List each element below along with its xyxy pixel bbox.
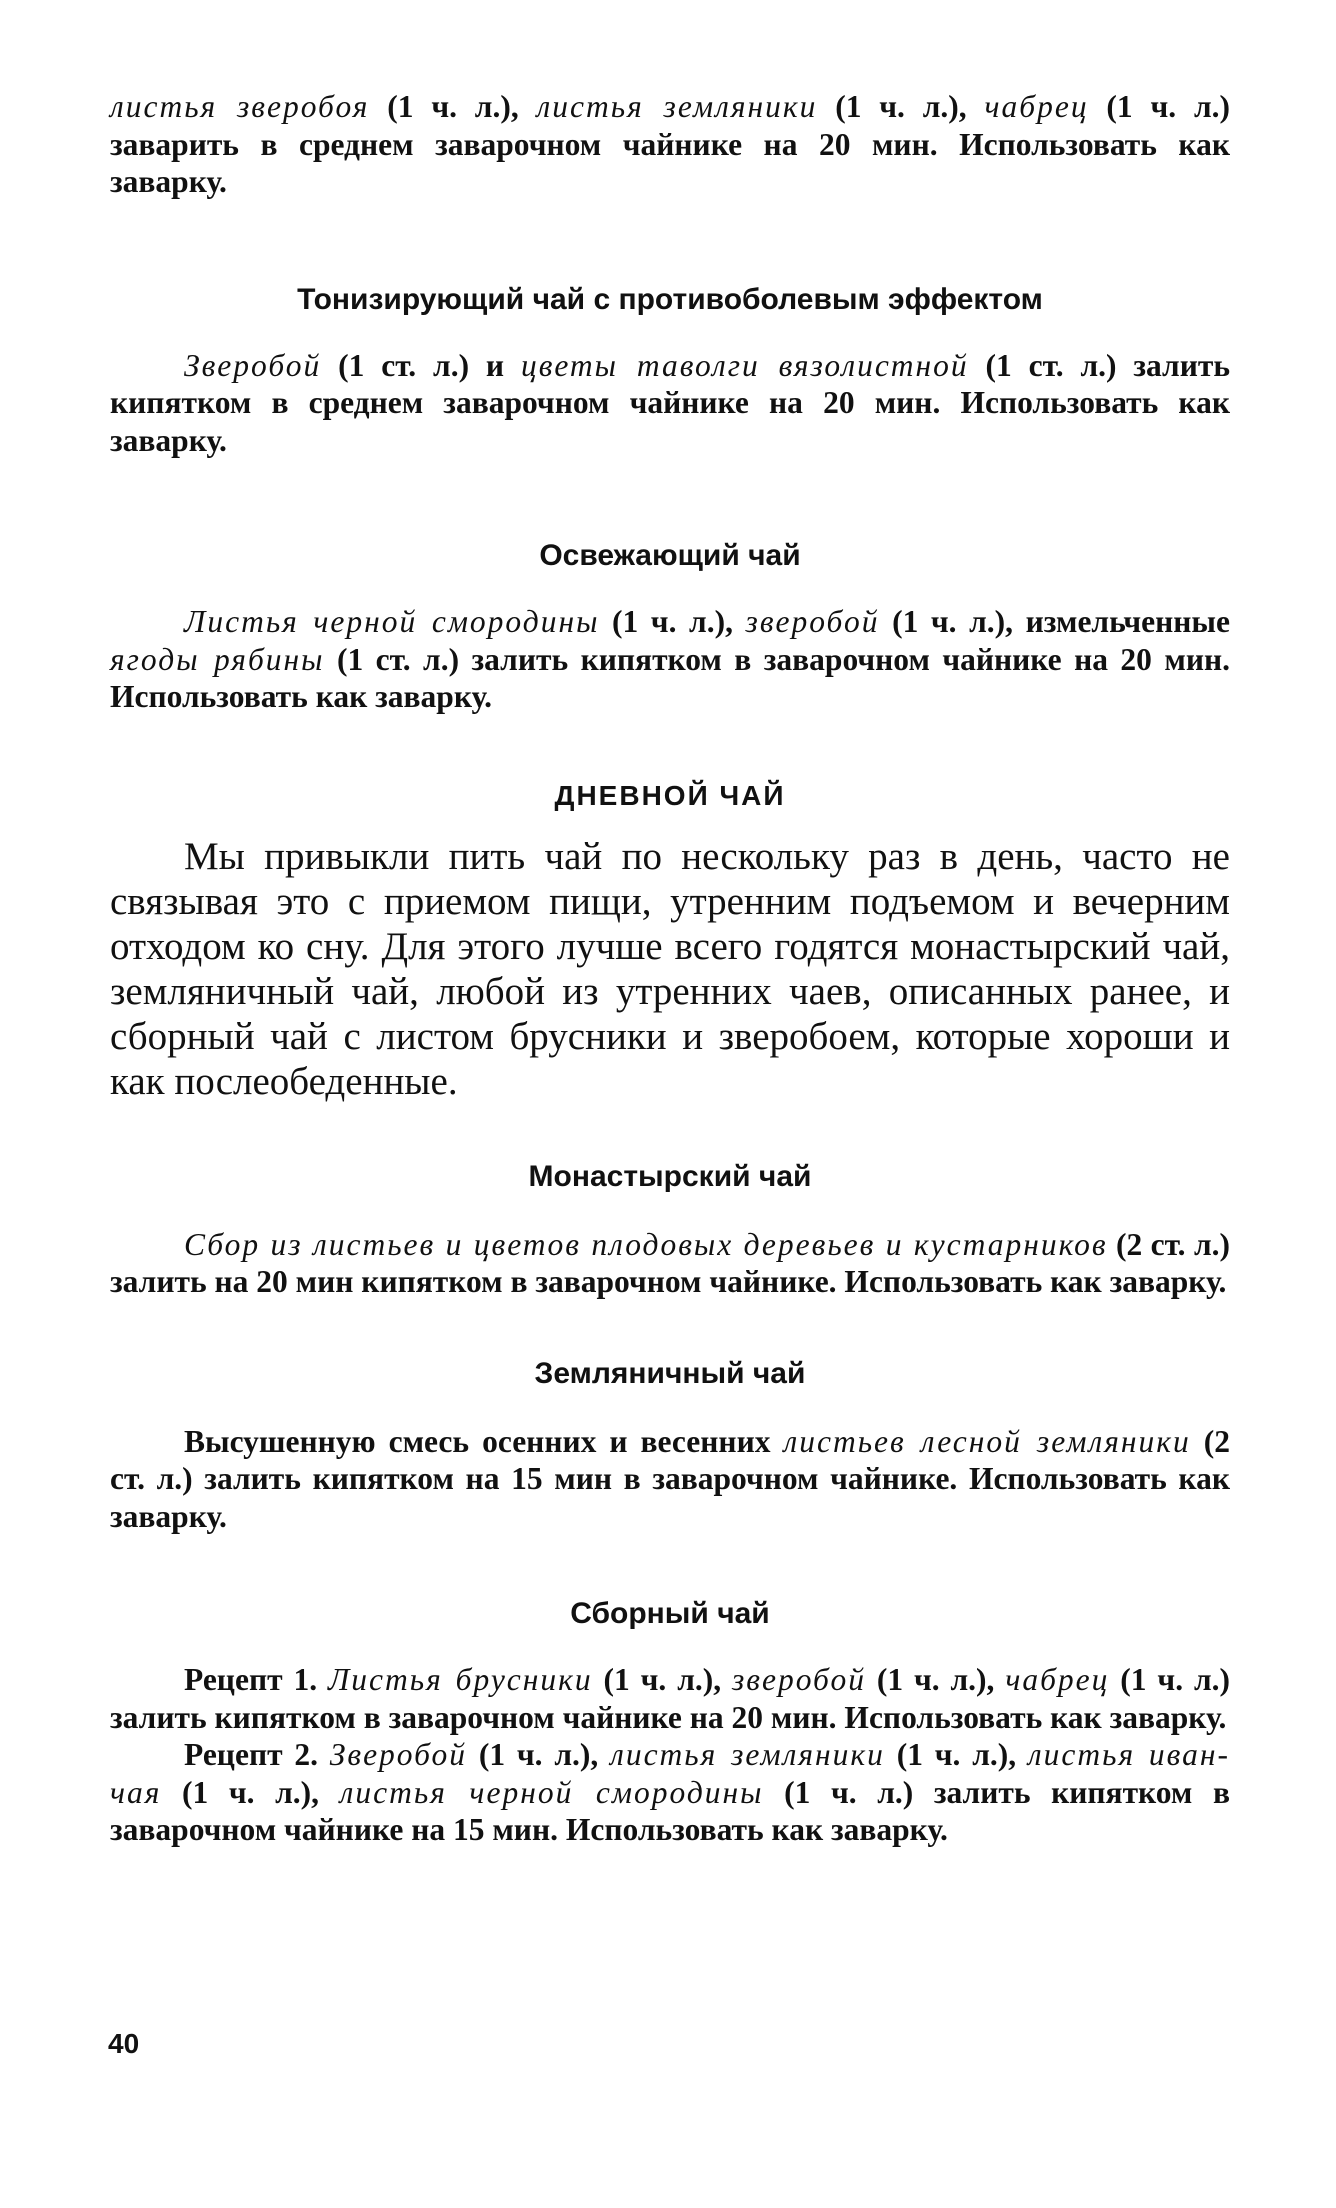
text-run: (2 ст. л.) залить кипятком на 15 мин в заварочном чайнике. Использовать как заварку. — [110, 1423, 1230, 1534]
recipe-label: Рецепт 2. — [184, 1737, 330, 1772]
herb-name: чабрец — [1005, 1662, 1110, 1697]
text-run: (1 ч. л.), — [865, 1662, 1006, 1697]
herb-name: ягоды рябины — [110, 641, 325, 677]
heading-refreshing-tea: Освежающий чай — [539, 539, 801, 572]
herb-name: Листья черной смородины — [184, 604, 600, 639]
herb-name: цветы таволги вязолистной — [520, 347, 969, 383]
text-run: (1 ст. л.) и — [321, 347, 521, 383]
text-run: (1 ч. л.), — [161, 1774, 340, 1810]
mixed-recipe-1 — [110, 1661, 1230, 1736]
text-run: (1 ч. л.), — [884, 1737, 1028, 1772]
monastery-recipe — [110, 1226, 1230, 1301]
text-run: (1 ч. л.), — [599, 604, 746, 639]
text-run: Высушенную смесь осенних и весенних — [184, 1423, 784, 1459]
text-run: (1 ч. л.) залить кипятком в заварочном чайнике на 20 мин. Использовать как заварку. — [110, 1662, 1231, 1735]
heading-monastery-tea: Монастырский чай — [528, 1159, 812, 1193]
text-run: (1 ч. л.) залить кипятком в заварочном чайнике на 15 мин. Использовать как заварку. — [110, 1774, 1230, 1847]
herb-name: Листья брусники — [327, 1662, 593, 1697]
text-run: (1 ч. л.), — [817, 89, 985, 124]
herb-name: листьев лесной земляники — [783, 1423, 1191, 1459]
herb-name: листья черной смородины — [339, 1774, 764, 1810]
herb-name: зверобой — [745, 604, 880, 639]
text-run: (1 ч. л.), — [592, 1662, 732, 1697]
herb-name: Сбор из листьев и цветов плодовых деревьев и кустарников — [184, 1226, 1108, 1262]
herb-name: Зверобой — [184, 347, 322, 383]
intro-paragraph — [110, 88, 1230, 201]
heading-tonic-tea: Тонизирующий чай с противоболевым эффектом — [297, 282, 1043, 316]
herb-name: листья иван-чая — [110, 1737, 1230, 1810]
herb-name: листья земляники — [610, 1737, 885, 1772]
text-run: (1 ч. л.), — [369, 89, 537, 124]
day-tea-paragraph: Мы привыкли пить чай по нескольку раз в день, часто не связывая это с приемом пищи, утренним подъемом и вечерним отходом ко сну. Для этого лучше всего годятся монастырский чай, земляничный чай, любой из утренних чаев, описанных ранее, и сборный чай с листом брусники и зверобоем, которые хороши и как послеобеденные. — [110, 834, 1230, 1103]
herb-name: Зверобой — [329, 1737, 468, 1772]
page-content — [110, 88, 1230, 1849]
herb-name: зверобой — [732, 1662, 866, 1697]
tonic-recipe — [110, 347, 1230, 460]
heading-day-tea: ДНЕВНОЙ ЧАЙ — [554, 779, 786, 811]
text-run: (1 ст. л.) залить кипятком в среднем заварочном чайнике на 20 мин. Использовать как заварку. — [110, 347, 1230, 458]
heading-mixed-tea: Сборный чай — [570, 1597, 770, 1630]
text-run: (2 ст. л.) залить на 20 мин кипятком в заварочном чайнике. Использовать как заварку. — [110, 1226, 1230, 1299]
herb-name: чабрец — [984, 89, 1089, 124]
text-run: (1 ч. л.), измельченные — [879, 604, 1230, 639]
heading-strawberry-tea: Земляничный чай — [534, 1356, 806, 1390]
refreshing-recipe — [110, 603, 1230, 716]
recipe-label: Рецепт 1. — [184, 1662, 328, 1697]
herb-name: листья земляники — [536, 89, 818, 124]
text-run: (1 ч. л.) заварить в среднем заварочном чайнике на 20 мин. Использовать как заварку. — [110, 89, 1230, 199]
page-number: 40 — [108, 2028, 140, 2059]
mixed-recipe-2 — [110, 1736, 1230, 1849]
text-run: (1 ст. л.) залить кипятком в заварочном чайнике на 20 мин. Использовать как заварку. — [110, 641, 1230, 714]
herb-name: листья зверобоя — [110, 89, 370, 124]
text-run: (1 ч. л.), — [467, 1737, 611, 1772]
strawberry-recipe — [110, 1423, 1230, 1536]
